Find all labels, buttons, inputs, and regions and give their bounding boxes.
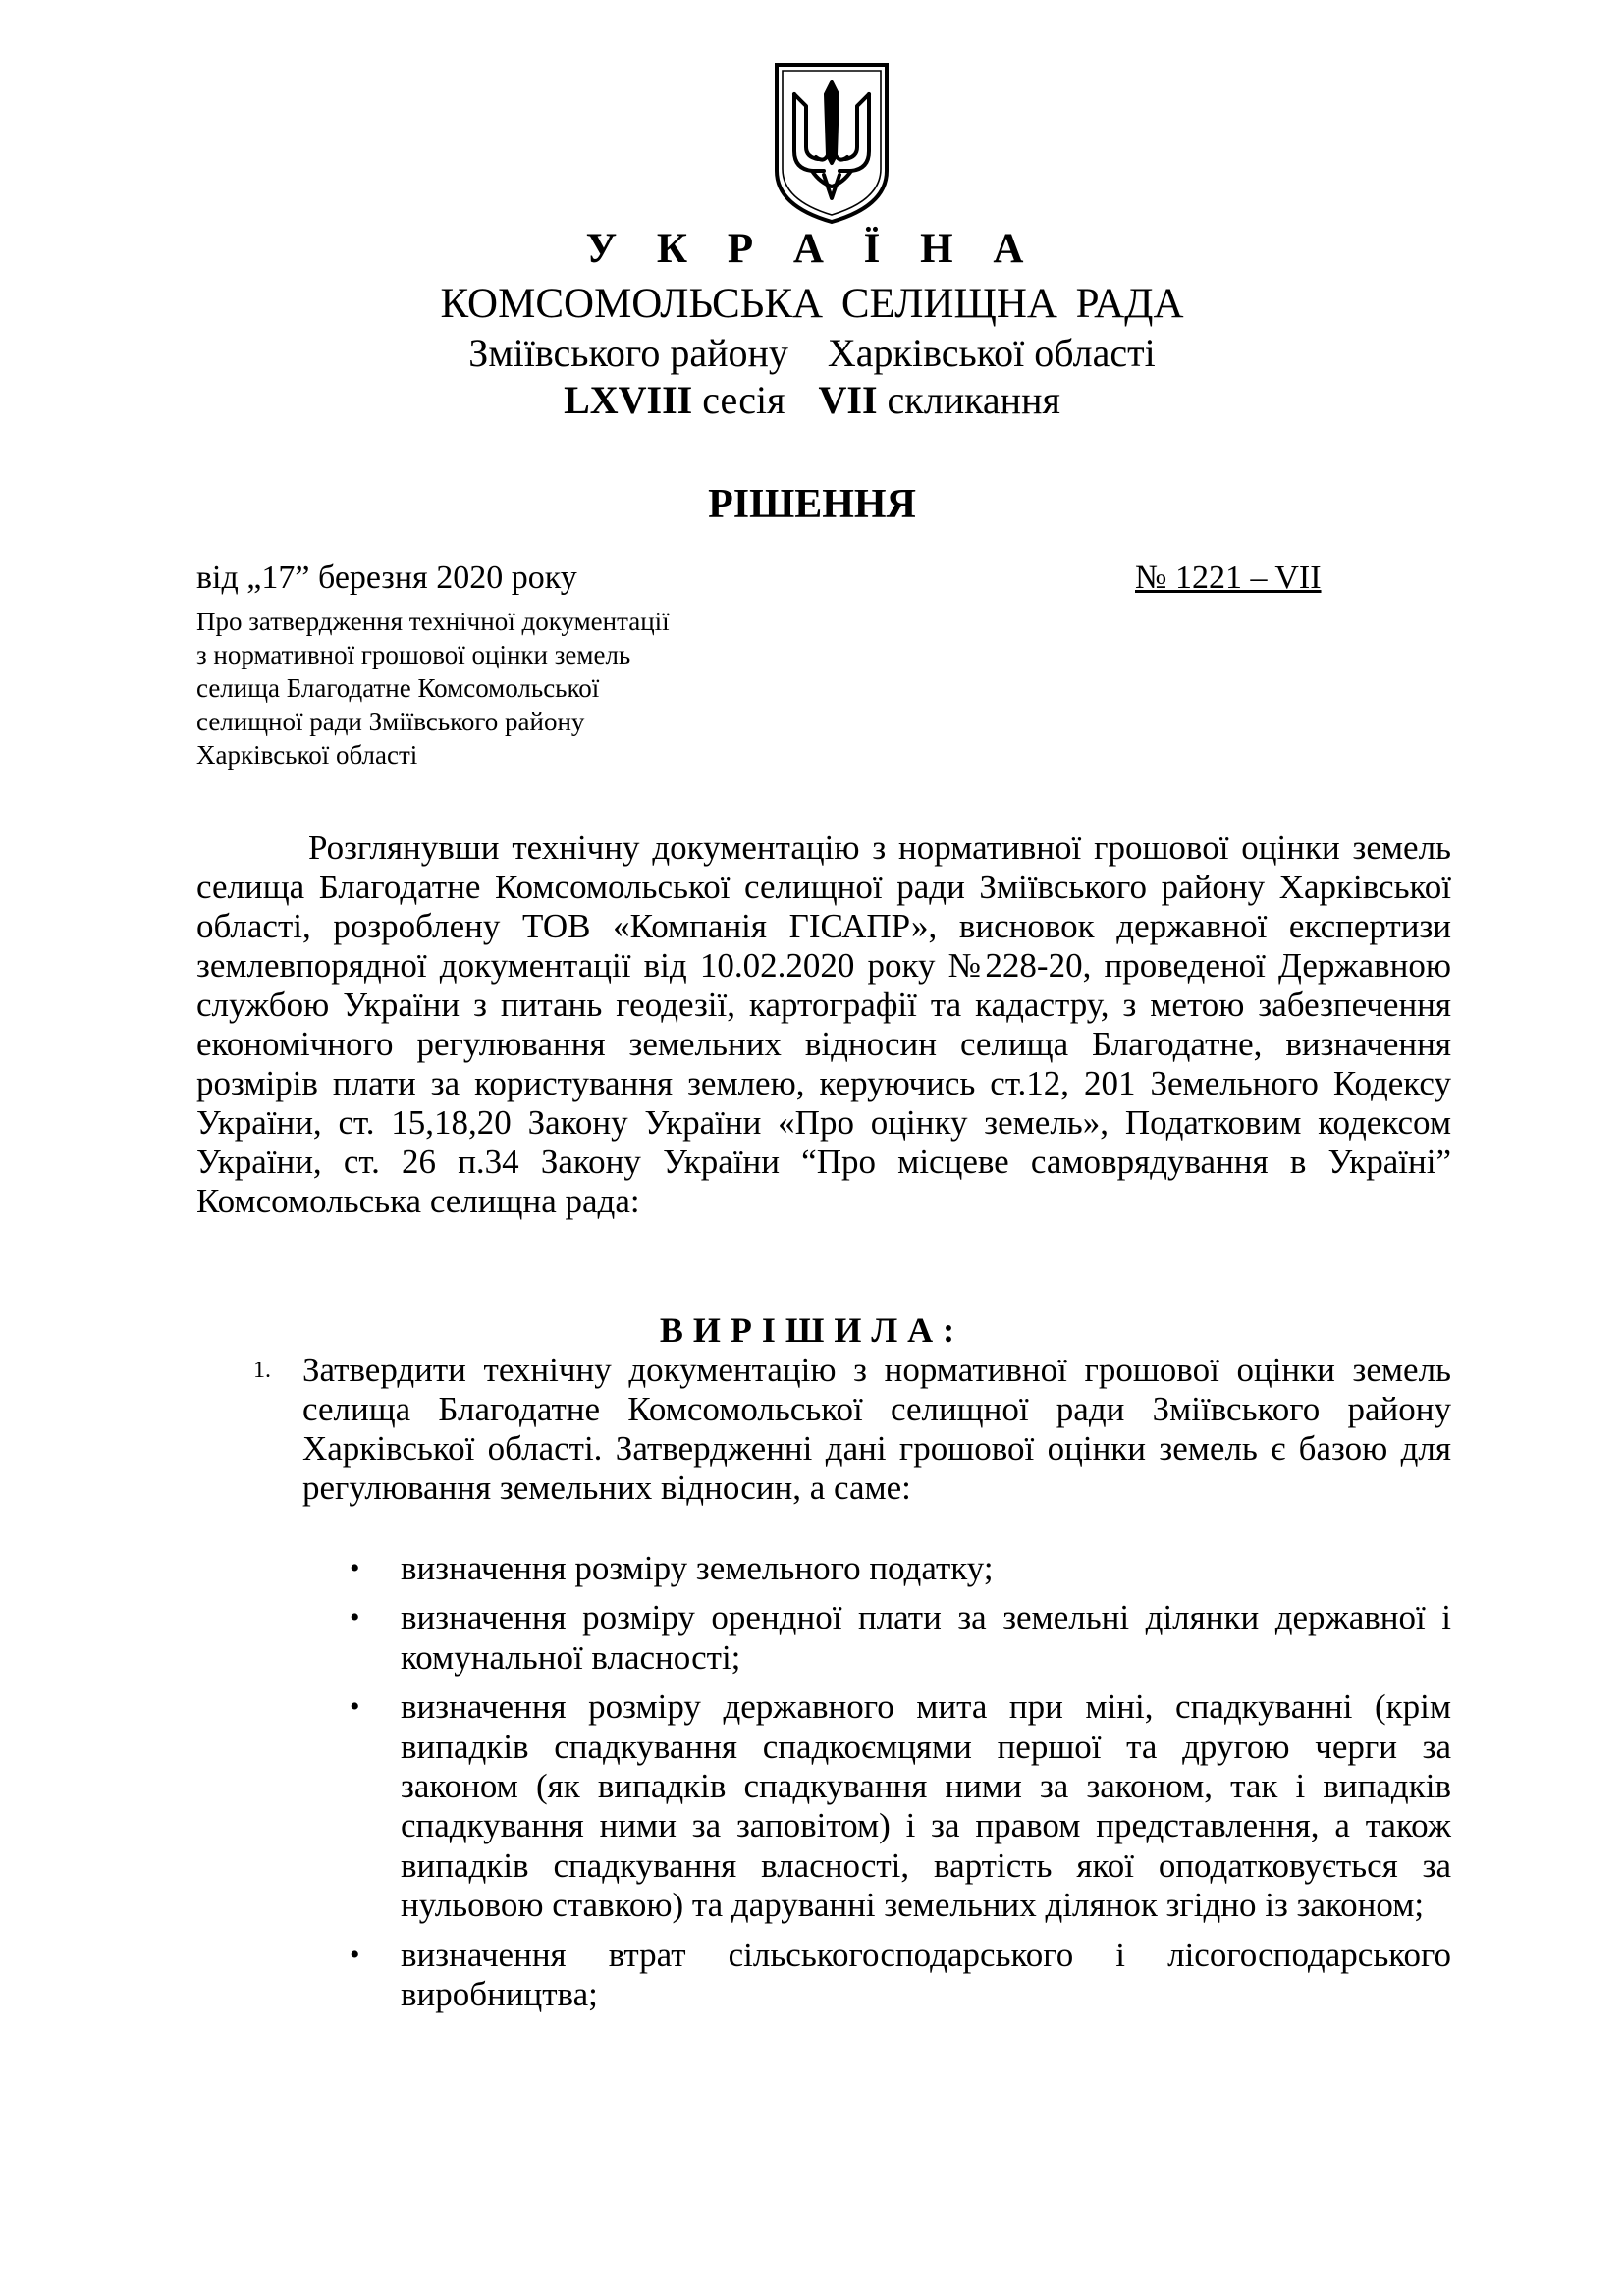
council-heading: КОМСОМОЛЬСЬКА СЕЛИЩНА РАДА — [440, 281, 1184, 327]
bullet-dot-icon: • — [350, 1938, 360, 1971]
subject-line: Про затвердження технічної документації — [196, 607, 670, 636]
coat-of-arms-icon — [772, 61, 892, 226]
district-region-line — [0, 329, 1624, 378]
bullet-list — [342, 1549, 1451, 2024]
session-label: сесія — [702, 378, 785, 422]
session-number: LXVIII — [564, 378, 693, 422]
list-item-text: визначення розміру державного мита при міні, спадкуванні (крім випадків спадкування спадкоємцями першої та другою черги за законом (як випадків спадкування ними за законом, так і випадків спадкування ними за заповітом) і за правом представлення, а також випадків спадкування власності, вартість якої оподатковується за нульовою ставкою) та даруванні земельних ділянок згідно із законом; — [401, 1687, 1451, 1925]
bullet-dot-icon: • — [350, 1690, 360, 1724]
subject-line: Харківської області — [196, 740, 418, 770]
decision-subject — [196, 605, 825, 772]
subject-line: селища Благодатне Комсомольської — [196, 673, 600, 703]
document-title: РІШЕННЯ — [708, 482, 916, 527]
list-item — [342, 1549, 1451, 1588]
list-item — [342, 1598, 1451, 1678]
bullet-dot-icon: • — [350, 1601, 360, 1634]
convocation-label: скликання — [887, 378, 1060, 422]
bullet-dot-icon: • — [350, 1552, 360, 1584]
decision-date: від „17” березня 2020 року — [196, 560, 577, 596]
list-item — [342, 1687, 1451, 1925]
item-number: 1. — [253, 1358, 271, 1383]
list-item-text: визначення розміру земельного податку; — [401, 1549, 994, 1587]
convocation-number: VII — [818, 378, 878, 422]
list-item — [342, 1936, 1451, 2015]
list-item-text: визначення розміру орендної плати за земельні ділянки державної і комунальної власності; — [401, 1598, 1451, 1677]
list-item-text: визначення втрат сільськогосподарського і лісогосподарського виробництва; — [401, 1935, 1451, 2014]
session-line — [0, 376, 1624, 425]
subject-line: селищної ради Зміївського району — [196, 707, 585, 736]
country-heading: У К Р А Ї Н А — [585, 226, 1039, 272]
item-1-text: Затвердити технічну документацію з нормативної грошової оцінки земель селища Благодатне Комсомольської селищної ради Зміївського району Харківської області. Затвердженні дані грошової оцінки земель є базою для регулювання земельних відносин, а саме: — [302, 1351, 1451, 1507]
subject-line: з нормативної грошової оцінки земель — [196, 640, 631, 669]
district-name: Зміївського району — [468, 331, 788, 375]
preamble-paragraph: Розглянувши технічну документацію з нормативної грошової оцінки земель селища Благодатне Комсомольської селищної ради Зміївського району Харківської області, розроблену ТОВ «Компанія ГІСАПР», висновок державної експертизи землевпорядної документації від 10.02.2020 року №228-20, проведеної Державною службою України з питань геодезії, картографії та кадастру, з метою забезпечення економічного регулювання земельних відносин селища Благодатне, визначення розмірів плати за користування землею, керуючись ст.12, 201 Земельного Кодексу України, ст. 15,18,20 Закону України «Про оцінку земель», Податковим кодексом України, ст. 26 п.34 Закону України “Про місцеве самоврядування в Україні” Комсомольська селищна рада: — [196, 828, 1451, 1220]
resolved-heading: ВИРІШИЛА: — [659, 1310, 965, 1350]
region-name: Харківської області — [827, 331, 1156, 375]
decision-number: № 1221 – VII — [1135, 560, 1322, 596]
